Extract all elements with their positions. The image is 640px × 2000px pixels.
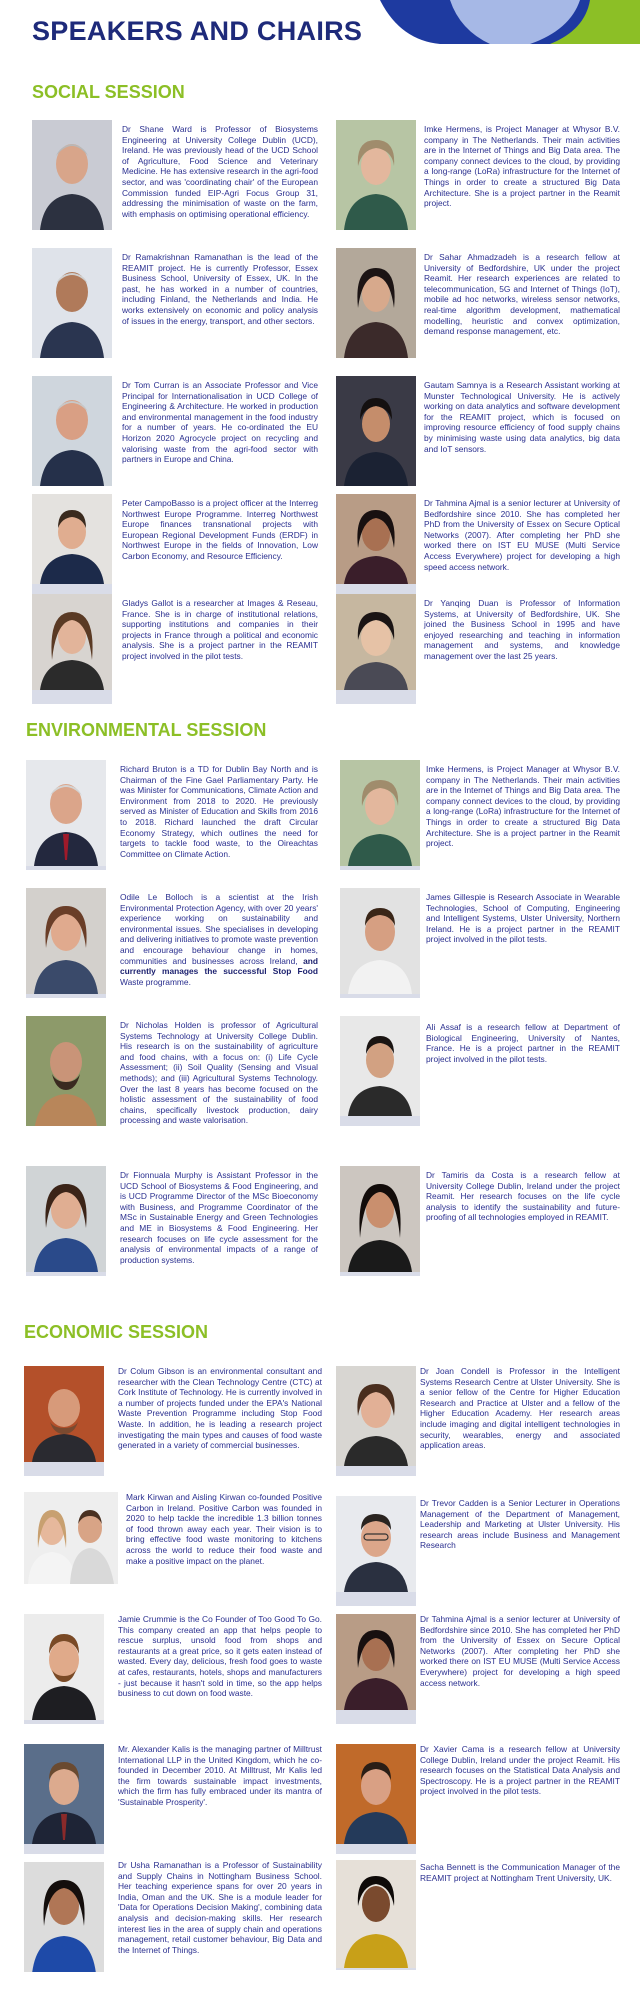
speaker-photo (336, 1744, 416, 1854)
speaker-bio: Dr Yanqing Duan is Professor of Information Systems, at University of Bedfordshire, UK. She joined the Business School in 1995 and have enjoyed researching and teaching in information management and systems, and knowledge management over the last 25 years. (424, 598, 620, 661)
speaker-bio: Dr Trevor Cadden is a Senior Lecturer in Operations Management of the Department of Management, Leadership and Marketing at Ulster University. His research areas include Business and Management Research (420, 1498, 620, 1551)
speaker-bio (120, 892, 318, 987)
speaker-photo (340, 888, 420, 998)
speaker-photo (32, 494, 112, 604)
speaker-bio: Dr Colum Gibson is an environmental consultant and researcher with the Clean Technology Centre (CTC) at Cork Institute of Technology. He is currently involved in a number of projects funded under the EPA's National Waste Prevention Programme including Stop Food Waste. In addition, he is leading a research project investigating the main types and causes of food waste generated in a variety of commercial businesses. (118, 1366, 322, 1451)
section-title-economic: ECONOMIC SESSION (24, 1322, 209, 1342)
speaker-photo (336, 1614, 416, 1724)
speaker-bio: Ali Assaf is a research fellow at Department of Biological Engineering, University of Nantes, France. He is a project partner in the REAMIT project involved in the pilot tests. (426, 1022, 620, 1064)
speaker-bio: Dr Tahmina Ajmal is a senior lecturer at University of Bedfordshire since 2010. She has completed her PhD from the University of Essex on Secure Optical Networks (2007). After completing her PhD she worked there on IST EU MUSE (Multi Service Access Everywhere) project for developing a high speed access network. (424, 498, 620, 572)
speaker-bio: Peter CampoBasso is a project officer at the Interreg Northwest Europe Programme. Interreg Northwest Europe finances transnational projects with European Regional Development Funds (ERDF) in Northwest Europe in the fields of Innovation, Low Carbon Economy, and Resource Efficiency. (122, 498, 318, 561)
speaker-photo (32, 248, 112, 358)
speaker-photo (26, 760, 106, 870)
speaker-photo (340, 1016, 420, 1126)
speaker-photo (336, 120, 416, 230)
speaker-photo (336, 248, 416, 358)
speaker-bio: Mark Kirwan and Aisling Kirwan co-founded Positive Carbon in Ireland. Positive Carbon was founded in 2020 to help tackle the incredible 1.3 billion tonnes of food thrown away each year. Their vision is to bring effective food waste monitoring to kitchens across the world to reduce their food waste and make a positive impact on the planet. (126, 1492, 322, 1566)
speaker-bio: Dr Xavier Cama is a research fellow at University College Dublin, Ireland under the project Reamit. His research focuses on the Statistical Data Analysis and Spectroscopy. He is a project partner in the REAMIT project involved in the pilot tests. (420, 1744, 620, 1797)
speaker-photo (336, 376, 416, 486)
speaker-bio: Dr Tamiris da Costa is a research fellow at University College Dublin, Ireland under the project Reamit. Her research focuses on the life cycle analysis to identify the sustainability and future-proofing of all technologies employed in REAMIT. (426, 1170, 620, 1223)
speaker-photo (336, 594, 416, 704)
page-title: SPEAKERS AND CHAIRS (32, 16, 363, 46)
speaker-photo (336, 494, 416, 604)
speaker-photo (32, 594, 112, 704)
speaker-bio: Gladys Gallot is a researcher at Images & Reseau, France. She is in charge of institutional relations, supporting institutions and companies in their projects in France through a political and economic analysis. She is a project partner in the REAMIT project involved in the pilot tests. (122, 598, 318, 661)
speaker-photo (26, 1166, 106, 1276)
speaker-bio: Dr Tahmina Ajmal is a senior lecturer at University of Bedfordshire since 2010. She has completed her PhD from the University of Essex on Secure Optical Networks (2007). After completing her PhD she worked there on IST EU MUSE (Multi Service Access Everywhere) project for developing a high speed access network. (420, 1614, 620, 1688)
speaker-bio-text: Odile Le Bolloch is a scientist at the Irish Environmental Protection Agency, with over 20 years' experience working on sustainability and environmental issues. She specialises in developing and delivering initiatives to promote waste prevention and encourage behaviour change in homes, communities and businesses across Ireland, (120, 892, 318, 966)
speaker-bio: Gautam Samnya is a Research Assistant working at Munster Technological University. He is actively working on data analytics and software development for the REAMIT project, which is focused on improving resource efficiency of food supply chains by minimising waste using data analytics, big data and IoT sensors. (424, 380, 620, 454)
speaker-photo (336, 1860, 416, 1970)
speaker-photo (340, 760, 420, 870)
speaker-photo (24, 1366, 104, 1476)
speaker-bio: Dr Usha Ramanathan is a Professor of Sustainability and Supply Chains in Nottingham Business School. Her teaching experience spans for over 20 years in India, Oman and the UK. She is a module leader for 'Data for Operations Decision Making', combining data analysis and decision-making skills. Her research interest lies in the area of supply chain and operations management, retail customer behaviour, Big Data and the Internet of Things. (118, 1860, 322, 1955)
speaker-bio: Dr Sahar Ahmadzadeh is a research fellow at University of Bedfordshire, UK under the project Reamit. Her research experiences are related to telecommunication, 5G and Internet of Things (IoT), mobile ad hoc networks, wireless sensor networks, real-time algorithm development, mathematical modelling, heuristic and convex optimization, demand response management, etc. (424, 252, 620, 337)
section-title-environmental: ENVIRONMENTAL SESSION (26, 720, 267, 740)
speaker-bio: Imke Hermens, is Project Manager at Whysor B.V. company in The Netherlands. Their main activities are in the Internet of Things and Big Data area. The company connect devices to the cloud, by providing a long-range (LoRa) infrastructure for the Internet of Things in order to create a structured Big Data Architecture. She is a project partner in the Reamit project. (426, 764, 620, 849)
header-banner (380, 0, 640, 44)
speaker-bio: Mr. Alexander Kalis is the managing partner of Milltrust International LLP in the United Kingdom, which he co-founded in December 2010. At Milltrust, Mr Kalis led the firm towards sustainable impact investments, which the firm has fully embraced under its mantra of 'Sustainable Prosperity'. (118, 1744, 322, 1807)
speaker-photo (24, 1862, 104, 1972)
speaker-bio: Dr Nicholas Holden is professor of Agricultural Systems Technology at University College Dublin. His research is on the sustainability of agriculture and food chains, with a focus on: (i) Life Cycle Assessment; (ii) Soil Quality (Sensing and Visual methods); and (iii) Agricultural Systems Technology. Over the last 8 years has become focused on the holistic assessment of the sustainability of food chains, specifically livestock production, dairy processing and waste valorisation. (120, 1020, 318, 1126)
speaker-photo (32, 376, 112, 486)
speaker-bio: Imke Hermens, is Project Manager at Whysor B.V. company in The Netherlands. Their main activities are in the Internet of Things and Big Data area. The company connect devices to the cloud, by providing a long-range (LoRa) infrastructure for the Internet of Things in order to create a structured Big Data Architecture. She is a project partner in the Reamit project. (424, 124, 620, 209)
section-title-social: SOCIAL SESSION (32, 82, 185, 102)
speaker-bio: Sacha Bennett is the Communication Manager of the REAMIT project at Nottingham Trent University, UK. (420, 1862, 620, 1883)
speaker-photo (24, 1492, 118, 1584)
speaker-bio: Dr Shane Ward is Professor of Biosystems Engineering at University College Dublin (UCD), Ireland. He was previously head of the UCD School of Agriculture, Food Science and Veterinary Medicine. He has extensive research in the agri-food sector, and was 'coordinating chair' of the European Commission funded EIP-Agri Focus Group 31, addressing the minimisation of waste on the farm, with emphasis on optimising operational efficiency. (122, 124, 318, 219)
speaker-photo (24, 1614, 104, 1724)
speaker-bio: Dr Joan Condell is Professor in the Intelligent Systems Research Centre at Ulster University. She is a senior fellow of the Centre for Higher Education Research and Practice at Ulster and a fellow of the Higher Education Academy. Her research areas include imaging and digital intelligent technologies in security, wearables, energy and associated application areas. (420, 1366, 620, 1451)
speaker-photo (32, 120, 112, 230)
speaker-photo (340, 1166, 420, 1276)
speaker-photo (336, 1496, 416, 1606)
speaker-photo (26, 1016, 106, 1126)
speaker-bio: Dr Tom Curran is an Associate Professor and Vice Principal for Internationalisation in UCD College of Engineering & Architecture. He worked in production and environmental management in the food industry for a number of years. He co-ordinated the EU Horizon 2020 Agrocycle project on recycling and valorising waste from the agri-food sector with partners in Europe and China. (122, 380, 318, 465)
speaker-bio-tail: Waste programme. (120, 976, 191, 987)
speaker-photo (24, 1744, 104, 1854)
speaker-bio: Richard Bruton is a TD for Dublin Bay North and is Chairman of the Fine Gael Parliamentary Party. He was Minister for Communications, Climate Action and Environment from 2018 to 2020. He previously served as Minister of Education and Skills from 2016 to 2018. Richard launched the draft Circular Economy Strategy, which outlines the need for targets to tackle food waste, to the Oireachtas Committee on Climate Action. (120, 764, 318, 859)
speaker-bio: James Gillespie is Research Associate in Wearable Technologies, School of Computing, Engineering and Intelligent Systems, Ulster University, Northern Ireland. He is a project partner in the REAMIT project involved in the pilot tests. (426, 892, 620, 945)
speaker-bio: Dr Fionnuala Murphy is Assistant Professor in the UCD School of Biosystems & Food Engineering, and is UCD Programme Director of the MSc Bioeconomy with Business, and Programme Coordinator of the MSc in Sustainable Energy and Green Technologies and ME in Biosystems & Food Engineering. Her research focuses on life cycle assessment for the analysis of environmental impacts of a range of production systems. (120, 1170, 318, 1265)
speaker-photo (26, 888, 106, 998)
speaker-bio: Dr Ramakrishnan Ramanathan is the lead of the REAMIT project. He is currently Professor, Essex Business School, University of Essex, UK. In the past, he has worked in a number of countries, including Finland, the Netherlands and India. He works extensively on economic and policy analysis of issues in the energy, transport, and other sectors. (122, 252, 318, 326)
speaker-bio: Jamie Crummie is the Co Founder of Too Good To Go. This company created an app that helps people to rescue surplus, unsold food from shops and restaurants at a great price, so it gets eaten instead of wasted. Every day, delicious, fresh food goes to waste at cafes, restaurants, hotels, shops and manufacturers - just because it hasn't sold in time, so the app helps business to cut down on food waste. (118, 1614, 322, 1699)
speaker-photo (336, 1366, 416, 1476)
speaker-bio-strong: and currently manages the successful Stop Food (120, 955, 318, 977)
